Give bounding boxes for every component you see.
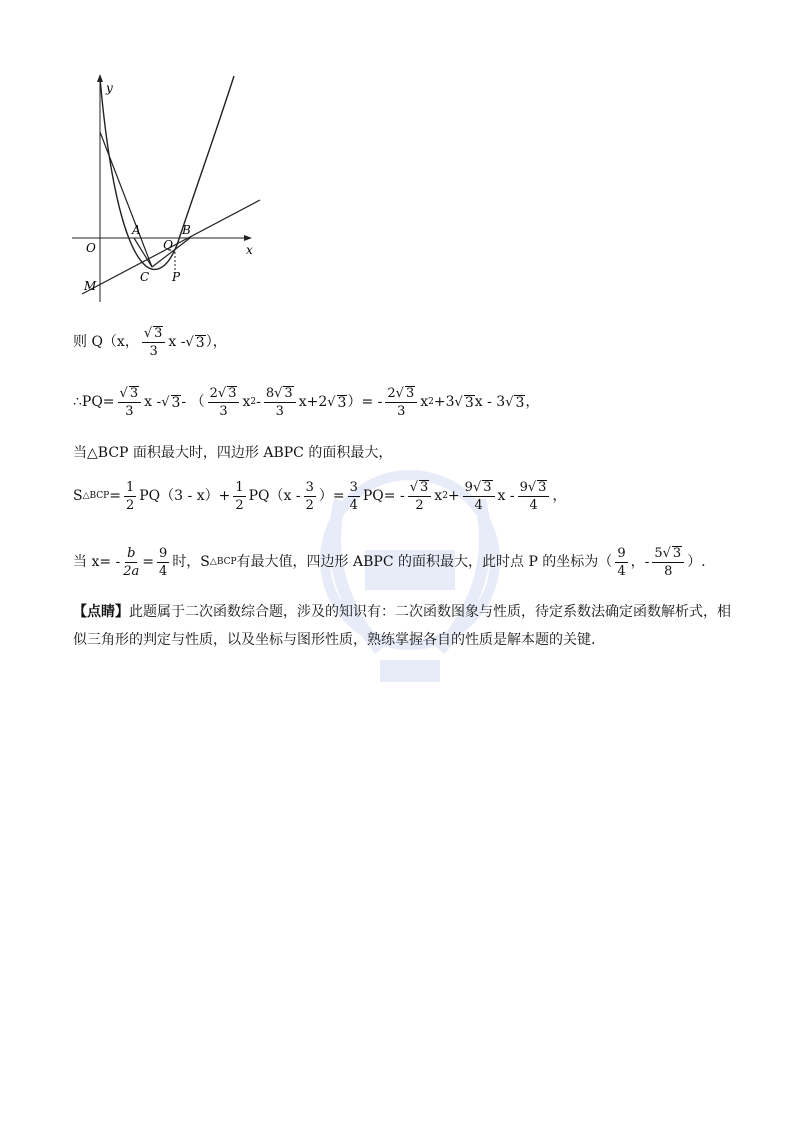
text: = (142, 554, 155, 570)
label-m: M (84, 279, 97, 293)
fraction: $\frac{1}{2}$ (235, 479, 244, 513)
text: ）， (205, 334, 227, 350)
fraction: $\frac{√ 3}{3}$ (118, 386, 142, 418)
note-tag: 【点睛】 (73, 604, 129, 620)
text: x+2 (298, 394, 328, 410)
text: x (420, 394, 429, 410)
text: 时，S (172, 554, 210, 570)
label-x: x (246, 243, 253, 257)
key-point-note (73, 598, 733, 654)
label-b: B (182, 223, 191, 237)
max-point-line: 当 x= - $\frac{b}{2a}$ = $\frac{9}{4}$ 时，S △BCP 有最大值，四边形 ABPC 的面积最大，此时点 P 的坐标为（ $\frac{9}{4}$ ，- $\frac{5√ 3}{8}$ ）. (73, 545, 706, 579)
label-p: P (172, 270, 181, 284)
text: x - (144, 394, 162, 410)
text: PQ（3 - x）+ (139, 488, 231, 504)
area-expression-line: S △BCP = $\frac{1}{2}$ PQ（3 - x）+ $\frac{1}{2}$ PQ（x - $\frac{3}{2}$ ）= $\frac{3}{4}$ PQ= - $\frac{√ 3}{2}$ x 2 + $\frac{9√ 3}{4}$ x - $\frac{9√ 3}{4}$ ， (73, 479, 567, 513)
text: ）= - (347, 394, 383, 410)
text: 则 Q（x， (73, 334, 139, 350)
text: ，- (630, 554, 650, 570)
note-text: 此题属于二次函数综合题，涉及的知识有：二次函数图象与性质，待定系数法确定函数解析式，相似三角形的判定与性质，以及坐标与图形性质，熟练掌握各自的性质是解本题的关键. (73, 604, 731, 648)
area-max-statement (73, 446, 392, 460)
fraction: $\frac{1}{2}$ (125, 479, 135, 513)
label-a: A (132, 223, 141, 237)
text: ）= (318, 488, 345, 504)
text: PQ（x - (248, 488, 301, 504)
text: 当 x= - (73, 554, 121, 570)
label-y: y (106, 81, 113, 95)
text: - (256, 394, 261, 410)
text: x - (497, 488, 515, 504)
fraction: $\frac{3}{2}$ (305, 479, 314, 513)
text: S (73, 488, 83, 504)
text: x (434, 488, 443, 504)
text: ， (525, 394, 540, 410)
text: x (242, 394, 251, 410)
pq-expression-line: ∴PQ= $\frac{√ 3}{3}$ x - √ 3 - （ $\frac{2√ 3}{3}$ x 2 - $\frac{8√ 3}{3}$ x+2 √ 3 ）= - $\frac{2√ 3}{3}$ x 2 +3 √ 3 x - 3 √ 3 ， (73, 386, 540, 419)
fraction: $\frac{√ 3}{3}$ (142, 326, 166, 358)
text: ∴PQ= (73, 394, 115, 410)
text: ）. (687, 554, 706, 570)
text: PQ= - (362, 488, 405, 504)
fraction: $\frac{b}{2a}$ (123, 545, 140, 579)
fraction: $\frac{8√ 3}{3}$ (264, 386, 296, 418)
text: ， (552, 488, 567, 504)
q-coordinate-line: 则 Q（x， $\frac{√ 3}{3}$ x - √ 3 ）， (73, 326, 227, 359)
fraction: $\frac{9√ 3}{4}$ (518, 480, 550, 512)
text: 当△BCP 面积最大时，四边形 ABPC 的面积最大， (73, 445, 393, 461)
fraction: $\frac{5√ 3}{8}$ (652, 546, 684, 578)
text: x - 3 (474, 394, 506, 410)
label-q: Q (163, 238, 173, 252)
fraction: $\frac{9}{4}$ (159, 545, 168, 579)
text: +3 (433, 394, 455, 410)
parabola-graph (66, 72, 266, 312)
fraction: $\frac{√ 3}{2}$ (408, 480, 432, 512)
fraction: $\frac{2√ 3}{3}$ (208, 386, 240, 418)
label-c: C (140, 270, 150, 284)
fraction: $\frac{9√ 3}{4}$ (463, 480, 495, 512)
label-o: O (86, 241, 96, 255)
fraction: $\frac{2√ 3}{3}$ (385, 386, 417, 418)
text: 有最大值，四边形 ABPC 的面积最大，此时点 P 的坐标为（ (236, 554, 613, 570)
text: - （ (181, 394, 205, 410)
text: + (447, 488, 460, 504)
text: = (109, 488, 121, 504)
fraction: $\frac{3}{4}$ (349, 479, 358, 513)
fraction: $\frac{9}{4}$ (617, 545, 626, 579)
text: x - (168, 334, 186, 350)
